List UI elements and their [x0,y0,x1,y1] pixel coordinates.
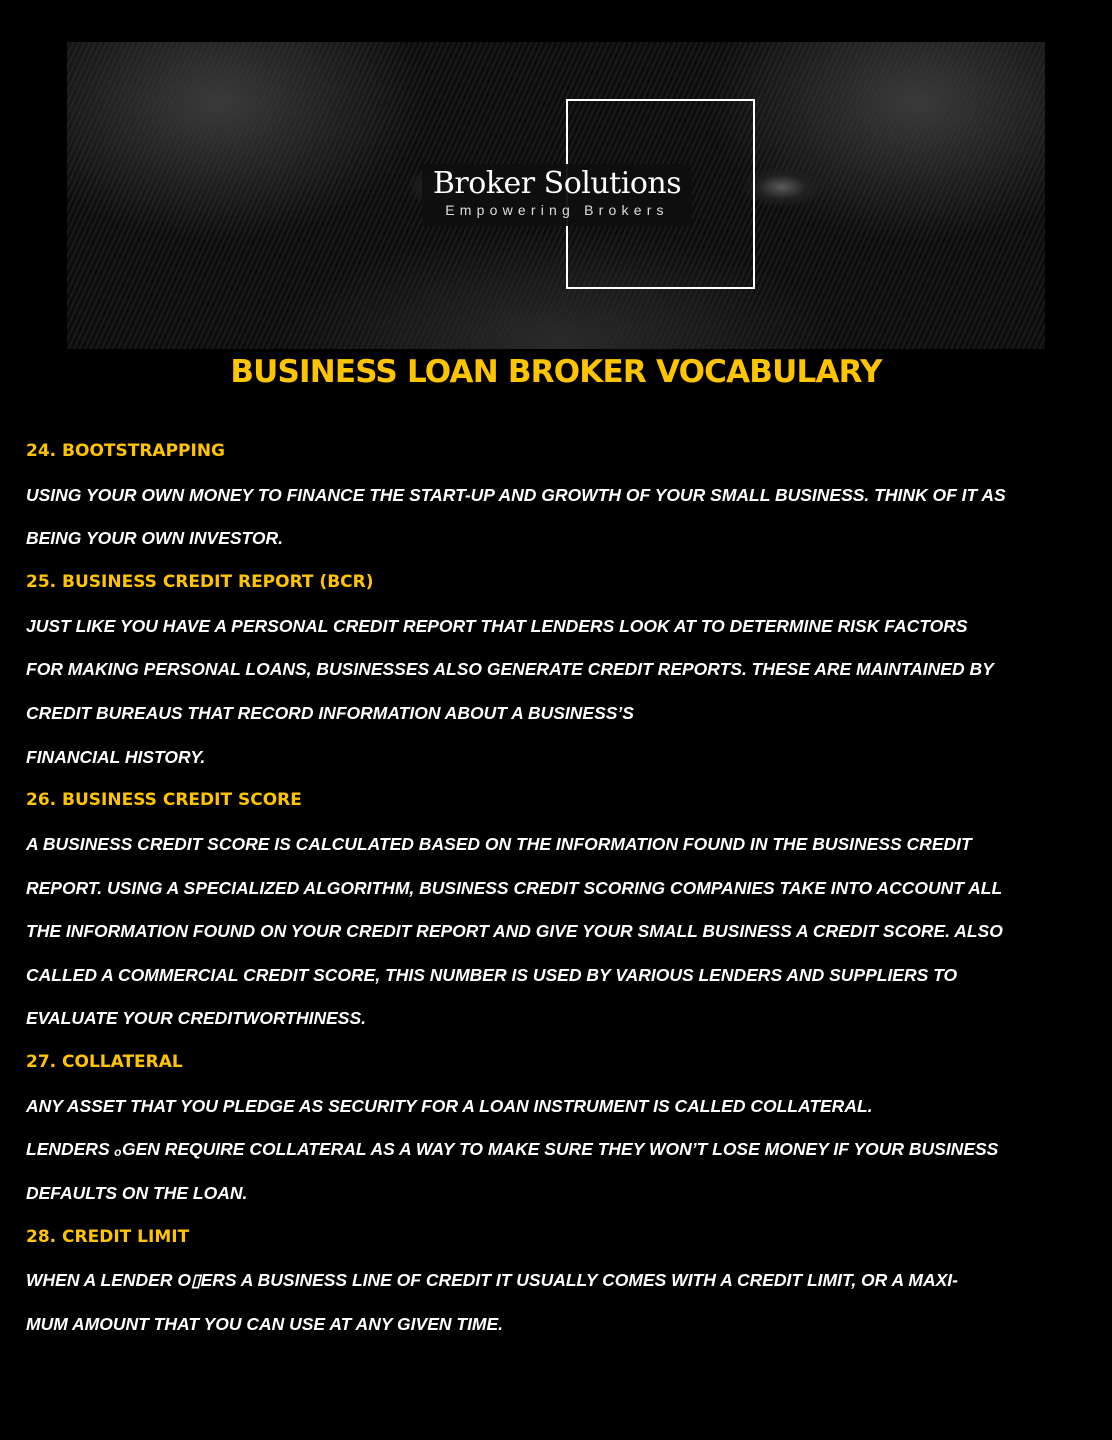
definition-line: A BUSINESS CREDIT SCORE IS CALCULATED BASED ON THE INFORMATION FOUND IN THE BUSINESS CREDIT [26,833,972,854]
header-banner [67,42,1045,349]
page-title: BUSINESS LOAN BROKER VOCABULARY [230,354,882,390]
term-heading: 28. CREDIT LIMIT [26,1226,190,1247]
term-heading: 25. BUSINESS CREDIT REPORT (BCR) [26,571,374,592]
definition-line: CALLED A COMMERCIAL CREDIT SCORE, THIS NUMBER IS USED BY VARIOUS LENDERS AND SUPPLIERS TO [26,964,958,985]
definition-line: FOR MAKING PERSONAL LOANS, BUSINESSES ALSO GENERATE CREDIT REPORTS. THESE ARE MAINTAINED BY [26,659,994,680]
definition-line: REPORT. USING A SPECIALIZED ALGORITHM, BUSINESS CREDIT SCORING COMPANIES TAKE INTO ACCOUNT ALL [26,877,1003,898]
definition-line: USING YOUR OWN MONEY TO FINANCE THE START-UP AND GROWTH OF YOUR SMALL BUSINESS. THINK OF IT AS [26,484,1006,505]
definition-line: CREDIT BUREAUS THAT RECORD INFORMATION ABOUT A BUSINESS’S [26,702,634,723]
definition-line: MUM AMOUNT THAT YOU CAN USE AT ANY GIVEN TIME. [26,1314,504,1334]
definition-line: BEING YOUR OWN INVESTOR. [26,528,284,549]
term-heading: 27. COLLATERAL [26,1052,183,1073]
definition-line: LENDERS ₒGEN REQUIRE COLLATERAL AS A WAY TO MAKE SURE THEY WON’T LOSE MONEY IF YOUR BUSINESS [26,1139,999,1160]
brand-name: Broker Solutions [432,166,682,201]
definition-line: FINANCIAL HISTORY. [26,746,206,767]
definition-line: DEFAULTS ON THE LOAN. [26,1183,248,1204]
brand-tagline: Empowering Brokers [445,202,669,218]
definition-line: WHEN A LENDER O▯ERS A BUSINESS LINE OF CREDIT IT USUALLY COMES WITH A CREDIT LIMIT, OR A MAXI- [26,1270,958,1291]
term-heading: 24. BOOTSTRAPPING [26,441,226,461]
definition-line: THE INFORMATION FOUND ON YOUR CREDIT REPORT AND GIVE YOUR SMALL BUSINESS A CREDIT SCORE. ALSO [26,921,1003,942]
definition-line: JUST LIKE YOU HAVE A PERSONAL CREDIT REPORT THAT LENDERS LOOK AT TO DETERMINE RISK FACTORS [26,615,968,636]
definition-line: EVALUATE YOUR CREDITWORTHINESS. [26,1008,366,1029]
term-heading: 26. BUSINESS CREDIT SCORE [26,790,302,811]
definition-line: ANY ASSET THAT YOU PLEDGE AS SECURITY FOR A LOAN INSTRUMENT IS CALLED COLLATERAL. [26,1095,873,1116]
